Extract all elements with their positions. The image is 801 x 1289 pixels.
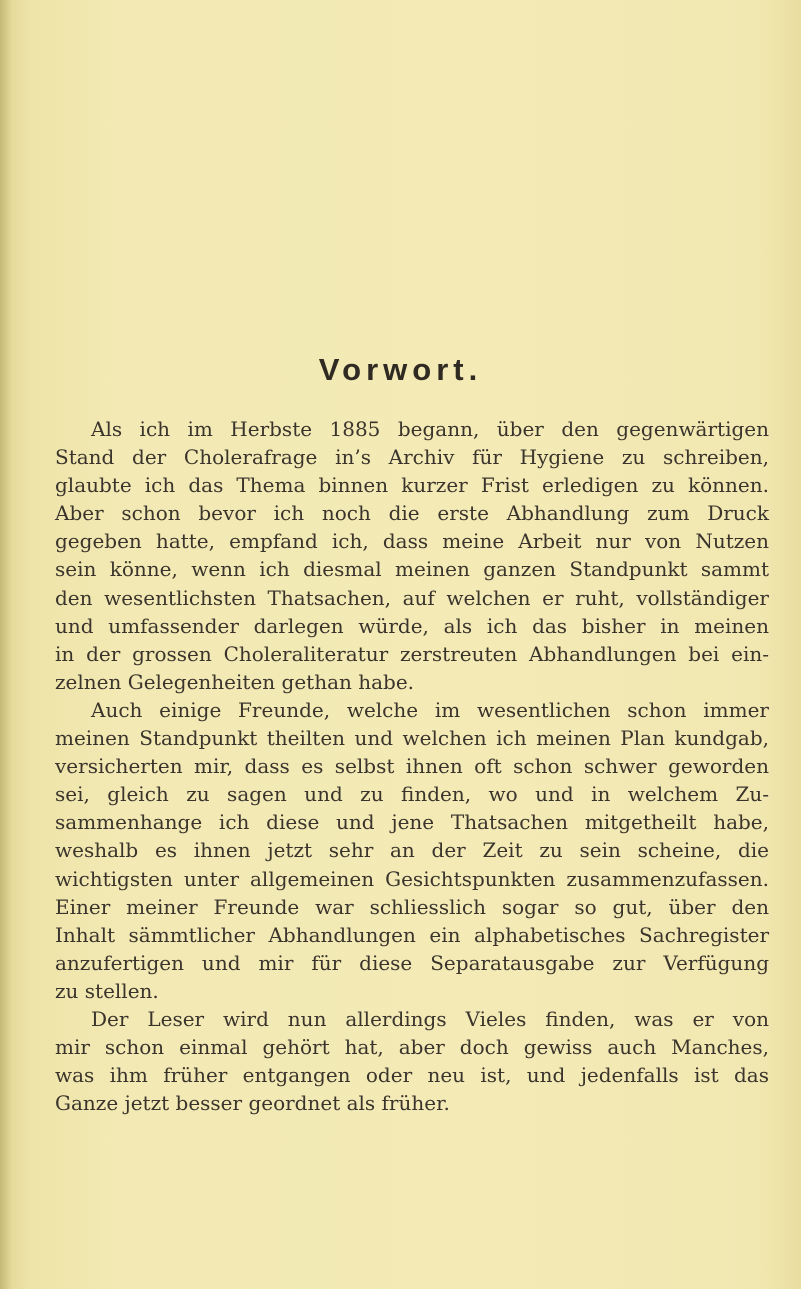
text-line: versicherten mir, dass es selbst ihnen oft schon schwer geworden (55, 754, 769, 779)
text-line: Ganze jetzt besser geordnet als früher. (55, 1091, 450, 1116)
text-line: Der Leser wird nun allerdings Vieles finden, was er von (91, 1006, 769, 1031)
text-line: Als ich im Herbste 1885 begann, über den gegenwärtigen (91, 417, 769, 441)
text-line: anzufertigen und mir für diese Separatausgabe zur Verfügung (55, 950, 769, 975)
text-line: Einer meiner Freunde war schliesslich sogar so gut, über den (55, 894, 769, 919)
text-line: zelnen Gelegenheiten gethan habe. (55, 669, 415, 694)
text-line: gegeben hatte, empfand ich, dass meine Arbeit nur von Nutzen (55, 529, 769, 554)
text-line: Inhalt sämmtlicher Abhandlungen ein alphabetisches Sachregister (55, 922, 769, 947)
page-title: Vorwort. (318, 352, 483, 387)
preface-text (55, 415, 769, 1117)
text-line: was ihm früher entgangen oder neu ist, und jedenfalls ist das (55, 1063, 769, 1088)
text-line: in der grossen Choleraliteratur zerstreuten Abhandlungen bei ein- (55, 641, 769, 666)
text-line: Aber schon bevor ich noch die erste Abhandlung zum Druck (55, 501, 769, 526)
text-line: und umfassender darlegen würde, als ich das bisher in meinen (55, 613, 769, 638)
text-line: Stand der Cholerafrage in’s Archiv für Hygiene zu schreiben, (55, 445, 769, 470)
text-line: den wesentlichsten Thatsachen, auf welchen er ruht, vollständiger (55, 585, 769, 610)
text-line: meinen Standpunkt theilten und welchen ich meinen Plan kundgab, (55, 726, 769, 751)
text-line: mir schon einmal gehört hat, aber doch gewiss auch Manches, (55, 1035, 769, 1060)
text-line: Auch einige Freunde, welche im wesentlichen schon immer (91, 697, 769, 722)
text-line: sei, gleich zu sagen und zu finden, wo und in welchem Zu- (55, 782, 769, 807)
text-line: sammenhange ich diese und jene Thatsachen mitgetheilt habe, (55, 810, 769, 835)
text-line: sein könne, wenn ich diesmal meinen ganzen Standpunkt sammt (55, 557, 769, 582)
text-line: weshalb es ihnen jetzt sehr an der Zeit zu sein scheine, die (55, 838, 769, 863)
text-line: zu stellen. (55, 978, 159, 1003)
text-line: wichtigsten unter allgemeinen Gesichtspunkten zusammenzufassen. (55, 866, 769, 891)
page-edge-shadow (0, 0, 12, 1289)
text-line: glaubte ich das Thema binnen kurzer Frist erledigen zu können. (55, 473, 769, 498)
